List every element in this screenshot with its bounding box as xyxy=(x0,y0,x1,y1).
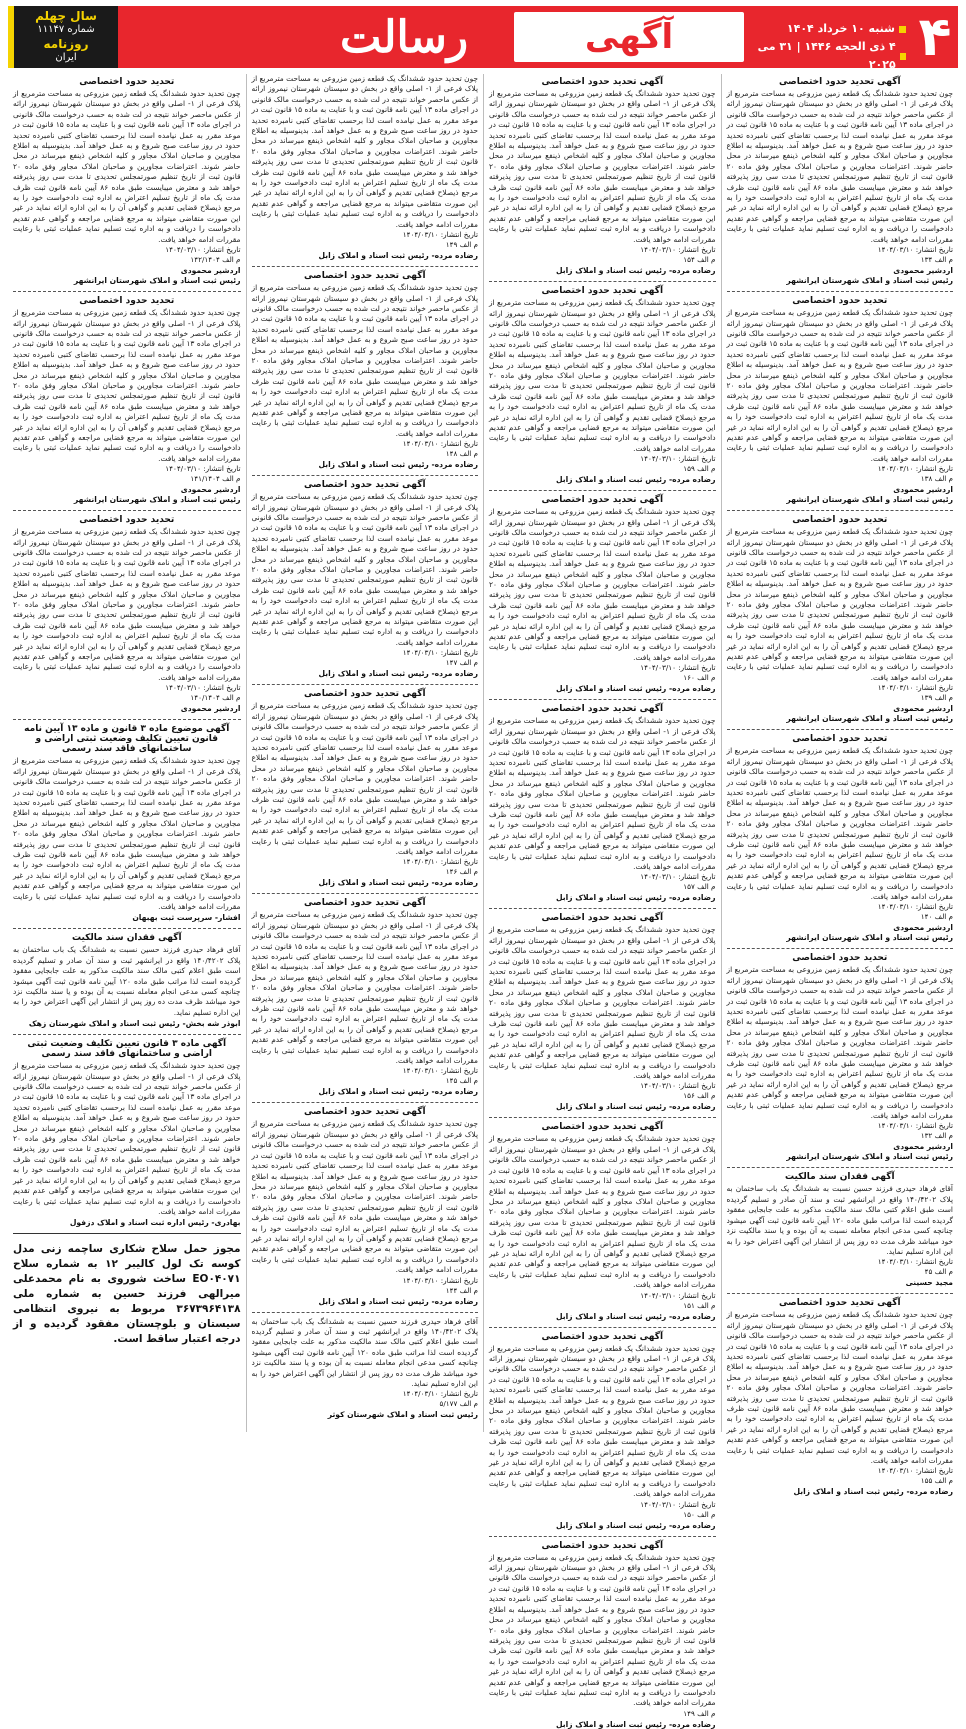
issue-info xyxy=(8,6,118,68)
notice: آگهی تحدید حدود اختصاصی چون تحدید حدود ششدانگ یک قطعه زمین مزروعی به مساحت مترمربع از پلاک فرعی از ۱- اصلی واقع در بخش دو سیستان شهرستان نیمروز ارائه از عکس ماحصر خواند نتیجه در لت شده به حسب درخواست مالک قانونی در اجرای ماده ۱۳ آیین نامه قانون ثبت و با عنایت به ماده ۱۵ قانون ثبت در موعد مقرر به عمل نیامده است لذا برحسب تقاضای کتبی نامبرده تحدید حدود در روز ساعت صبح شروع و به عمل خواهد آمد. بدینوسیله به اطلاع مجاورین و صاحبان املاک مجاور و کلیه اشخاص ذینفع میرساند در محل حاضر شوند. اعتراضات مجاورین و صاحبان املاک مجاور وفق ماده ۲۰ قانون ثبت از تاریخ تنظیم صورتمجلس تحدیدی تا مدت سی روز پذیرفته خواهد شد و معترض میبایست طبق ماده ۸۶ آیین نامه قانون ثبت ظرف مدت یک ماه از تاریخ تسلیم اعتراض به اداره ثبت دادخواست خود را به مرجع ذیصلاح قضایی تقدیم و گواهی آن را به این اداره ارائه نماید در غیر این صورت متقاضی میتواند به مرجع قضایی مراجعه و گواهی عدم تقدیم دادخواست را دریافت و به اداره ثبت تسلیم نماید عملیات ثبتی با رعایت مقررات ادامه خواهد یافت. تاریخ انتشار: ۱۴۰۴/۰۳/۱۰ م الف ۱۵۷ رضاده مرده- رئیس ثبت اسناد و املاک زابل xyxy=(489,704,716,903)
notice-title: آگهی تحدید حدود اختصاصی xyxy=(303,898,426,909)
notice-signer: رضاده مرده- رئیس ثبت اسناد و املاک زابل xyxy=(555,1102,716,1112)
notice-signer: اردشیر محمودی xyxy=(893,266,953,276)
notice-lost-deed: آگهی فقدان سند مالکیت آقای فرهاد حیدری فرزند حسین نسبت به ششدانگ یک باب ساختمان به پلاک ۱۴۰/۴۲۰۲ واقع در ایرانشهر ثبت و سند آن صادر و تسلیم گردیده است طبق اعلام کتبی مالک سند مالکیت مذکور به علت جابجایی مفقود گردیده است لذا مراتب طبق ماده ۱۲۰ آیین نامه قانون ثبت آگهی میشود چنانچه کسی مدعی انجام معامله نسبت به آن بوده و یا سند مالکیت نزد خود میباشد ظرف مدت ده روز پس از انتشار این آگهی اعتراض خود را به این اداره تسلیم نماید. تاریخ انتشار: ۱۴۰۴/۰۳/۱۰ م الف ۴۵ مجید حسینی xyxy=(726,1172,953,1288)
notice-date: تاریخ انتشار: ۱۴۰۴/۰۳/۱۰ xyxy=(165,464,241,474)
date-block xyxy=(744,6,912,71)
notice-body: چون تحدید حدود ششدانگ یک قطعه زمین مزروعی به مساحت مترمربع از پلاک فرعی از ۱- اصلی واقع در بخش دو سیستان شهرستان نیمروز ارائه از عکس ماحصر خواند نتیجه در لت شده به حسب درخواست مالک قانونی در اجرای ماده ۱۳ آیین نامه قانون ثبت و با عنایت به ماده ۱۵ قانون ثبت در موعد مقرر به عمل نیامده است لذا برحسب تقاضای کتبی نامبرده تحدید حدود در روز ساعت صبح شروع و به عمل خواهد آمد. بدینوسیله به اطلاع مجاورین و صاحبان املاک مجاور و کلیه اشخاص ذینفع میرساند در محل حاضر شوند. اعتراضات مجاورین و صاحبان املاک مجاور وفق ماده ۲۰ قانون ثبت از تاریخ تنظیم صورتمجلس تحدیدی تا مدت سی روز پذیرفته خواهد شد و معترض میبایست طبق ماده ۸۶ آیین نامه قانون ثبت ظرف مدت یک ماه از تاریخ تسلیم اعتراض به اداره ثبت دادخواست خود را به مرجع ذیصلاح قضایی تقدیم و گواهی آن را به این اداره ارائه نماید در غیر این صورت متقاضی میتواند به مرجع قضایی مراجعه و گواهی عدم تقدیم دادخواست را دریافت و به اداره ثبت تسلیم نماید عملیات ثبتی با رعایت مقررات ادامه خواهد یافت. xyxy=(489,1552,716,1708)
notice-body: چون تحدید حدود ششدانگ یک قطعه زمین مزروعی به مساحت مترمربع از پلاک فرعی از ۱- اصلی واقع در بخش دو سیستان شهرستان نیمروز ارائه از عکس ماحصر خواند نتیجه در لت شده به حسب درخواست مالک قانونی در اجرای ماده ۱۳ آیین نامه قانون ثبت و با عنایت به ماده ۱۵ قانون ثبت در موعد مقرر به عمل نیامده است لذا برحسب تقاضای کتبی نامبرده تحدید حدود در روز ساعت صبح شروع و به عمل خواهد آمد. بدینوسیله به اطلاع مجاورین و صاحبان املاک مجاور و کلیه اشخاص ذینفع میرساند در محل حاضر شوند. اعتراضات مجاورین و صاحبان املاک مجاور وفق ماده ۲۰ قانون ثبت از تاریخ تنظیم صورتمجلس تحدیدی تا مدت سی روز پذیرفته خواهد شد و معترض میبایست طبق ماده ۸۶ آیین نامه قانون ثبت ظرف مدت یک ماه از تاریخ تسلیم اعتراض به اداره ثبت دادخواست خود را به مرجع ذیصلاح قضایی تقدیم و گواهی آن را به این اداره ارائه نماید در غیر این صورت متقاضی میتواند به مرجع قضایی مراجعه و گواهی عدم تقدیم دادخواست را دریافت و به اداره ثبت تسلیم نماید عملیات ثبتی با رعایت مقررات ادامه خواهد یافت. xyxy=(726,308,954,463)
notice: آگهی تحدید حدود اختصاصی چون تحدید حدود ششدانگ یک قطعه زمین مزروعی به مساحت مترمربع از پلاک فرعی از ۱- اصلی واقع در بخش دو سیستان شهرستان نیمروز ارائه از عکس ماحصر خواند نتیجه در لت شده به حسب درخواست مالک قانونی در اجرای ماده ۱۳ آیین نامه قانون ثبت و با عنایت به ماده ۱۵ قانون ثبت در موعد مقرر به عمل نیامده است لذا برحسب تقاضای کتبی نامبرده تحدید حدود در روز ساعت صبح شروع و به عمل خواهد آمد. بدینوسیله به اطلاع مجاورین و صاحبان املاک مجاور و کلیه اشخاص ذینفع میرساند در محل حاضر شوند. اعتراضات مجاورین و صاحبان املاک مجاور وفق ماده ۲۰ قانون ثبت از تاریخ تنظیم صورتمجلس تحدیدی تا مدت سی روز پذیرفته خواهد شد و معترض میبایست طبق ماده ۸۶ آیین نامه قانون ثبت ظرف مدت یک ماه از تاریخ تسلیم اعتراض به اداره ثبت دادخواست خود را به مرجع ذیصلاح قضایی تقدیم و گواهی آن را به این اداره ارائه نماید در غیر این صورت متقاضی میتواند به مرجع قضایی مراجعه و گواهی عدم تقدیم دادخواست را دریافت و به اداره ثبت تسلیم نماید عملیات ثبتی با رعایت مقررات ادامه خواهد یافت. تاریخ انتشار: ۱۴۰۴/۰۳/۱۰ م الف ۱۵۰ رضاده مرده- رئیس ثبت اسناد و املاک زابل xyxy=(489,1331,716,1530)
notice: تحدید حدود اختصاصی چون تحدید حدود ششدانگ یک قطعه زمین مزروعی به مساحت مترمربع از پلاک فرعی از ۱- اصلی واقع در بخش دو سیستان شهرستان نیمروز ارائه از عکس ماحصر خواند نتیجه در لت شده به حسب درخواست مالک قانونی در اجرای ماده ۱۳ آیین نامه قانون ثبت و با عنایت به ماده ۱۵ قانون ثبت در موعد مقرر به عمل نیامده است لذا برحسب تقاضای کتبی نامبرده تحدید حدود در روز ساعت صبح شروع و به عمل خواهد آمد. بدینوسیله به اطلاع مجاورین و صاحبان املاک مجاور و کلیه اشخاص ذینفع میرساند در محل حاضر شوند. اعتراضات مجاورین و صاحبان املاک مجاور وفق ماده ۲۰ قانون ثبت از تاریخ تنظیم صورتمجلس تحدیدی تا مدت سی روز پذیرفته خواهد شد و معترض میبایست طبق ماده ۸۶ آیین نامه قانون ثبت ظرف مدت یک ماه از تاریخ تسلیم اعتراض به اداره ثبت دادخواست خود را به مرجع ذیصلاح قضایی تقدیم و گواهی آن را به این اداره ارائه نماید در غیر این صورت متقاضی میتواند به مرجع قضایی مراجعه و گواهی عدم تقدیم دادخواست را دریافت و به اداره ثبت تسلیم نماید عملیات ثبتی با رعایت مقررات ادامه خواهد یافت. تاریخ انتشار: ۱۴۰۴/۰۳/۱۰ م الف ۱۳۸ اردشیر محمودی رئیس ثبت اسناد و املاک شهرستان ایرانشهر xyxy=(726,296,954,505)
notice-title: آگهی تحدید حدود اختصاصی xyxy=(541,1331,664,1342)
ads-columns xyxy=(8,74,958,1729)
page-number: ۴ xyxy=(912,6,958,68)
notice-body: چون تحدید حدود ششدانگ یک قطعه زمین مزروعی به مساحت مترمربع از پلاک فرعی از ۱- اصلی واقع در بخش دو سیستان شهرستان نیمروز ارائه از عکس ماحصر خواند نتیجه در لت شده به حسب درخواست مالک قانونی در اجرای ماده ۱۳ آیین نامه قانون ثبت و با عنایت به ماده ۱۵ قانون ثبت در موعد مقرر به عمل نیامده است لذا برحسب تقاضای کتبی نامبرده تحدید حدود در روز ساعت صبح شروع و به عمل خواهد آمد. بدینوسیله به اطلاع مجاورین و صاحبان املاک مجاور و کلیه اشخاص ذینفع میرساند در محل حاضر شوند. اعتراضات مجاورین و صاحبان املاک مجاور وفق ماده ۲۰ قانون ثبت از تاریخ تنظیم صورتمجلس تحدیدی تا مدت سی روز پذیرفته خواهد شد و معترض میبایست طبق ماده ۸۶ آیین نامه قانون ثبت ظرف مدت یک ماه از تاریخ تسلیم اعتراض به اداره ثبت دادخواست خود را به مرجع ذیصلاح قضایی تقدیم و گواهی آن را به این اداره ارائه نماید در غیر این صورت متقاضی میتواند به مرجع قضایی مراجعه و گواهی عدم تقدیم دادخواست را دریافت و به اداره ثبت تسلیم نماید عملیات ثبتی با رعایت مقررات ادامه خواهد یافت. xyxy=(489,507,716,662)
notice: آگهی تحدید حدود اختصاصی چون تحدید حدود ششدانگ یک قطعه زمین مزروعی به مساحت مترمربع از پلاک فرعی از ۱- اصلی واقع در بخش دو سیستان شهرستان نیمروز ارائه از عکس ماحصر خواند نتیجه در لت شده به حسب درخواست مالک قانونی در اجرای ماده ۱۳ آیین نامه قانون ثبت و با عنایت به ماده ۱۵ قانون ثبت در موعد مقرر به عمل نیامده است لذا برحسب تقاضای کتبی نامبرده تحدید حدود در روز ساعت صبح شروع و به عمل خواهد آمد. بدینوسیله به اطلاع مجاورین و صاحبان املاک مجاور و کلیه اشخاص ذینفع میرساند در محل حاضر شوند. اعتراضات مجاورین و صاحبان املاک مجاور وفق ماده ۲۰ قانون ثبت از تاریخ تنظیم صورتمجلس تحدیدی تا مدت سی روز پذیرفته خواهد شد و معترض میبایست طبق ماده ۸۶ آیین نامه قانون ثبت ظرف مدت یک ماه از تاریخ تسلیم اعتراض به اداره ثبت دادخواست خود را به مرجع ذیصلاح قضایی تقدیم و گواهی آن را به این اداره ارائه نماید در غیر این صورت متقاضی میتواند به مرجع قضایی مراجعه و گواهی عدم تقدیم دادخواست را دریافت و به اداره ثبت تسلیم نماید عملیات ثبتی با رعایت مقررات ادامه خواهد یافت. تاریخ انتشار: ۱۴۰۴/۰۳/۱۰ م الف ۱۴۵ رضاده مرده- رئیس ثبت اسناد و املاک زابل xyxy=(251,898,479,1097)
notice-title: آگهی تحدید حدود اختصاصی xyxy=(303,1107,426,1118)
notice-body: چون تحدید حدود ششدانگ یک قطعه زمین مزروعی به مساحت مترمربع از پلاک فرعی از ۱- اصلی واقع در بخش دو سیستان شهرستان نیمروز ارائه از عکس ماحصر خواند نتیجه در لت شده به حسب درخواست مالک قانونی در اجرای ماده ۱۳ آیین نامه قانون ثبت و با عنایت به ماده ۱۵ قانون ثبت در موعد مقرر به عمل نیامده است لذا برحسب تقاضای کتبی نامبرده تحدید حدود در روز ساعت صبح شروع و به عمل خواهد آمد. بدینوسیله به اطلاع مجاورین و صاحبان املاک مجاور و کلیه اشخاص ذینفع میرساند در محل حاضر شوند. اعتراضات مجاورین و صاحبان املاک مجاور وفق ماده ۲۰ قانون ثبت از تاریخ تنظیم صورتمجلس تحدیدی تا مدت سی روز پذیرفته خواهد شد و معترض میبایست طبق ماده ۸۶ آیین نامه قانون ثبت ظرف مدت یک ماه از تاریخ تسلیم اعتراض به اداره ثبت دادخواست خود را به مرجع ذیصلاح قضایی تقدیم و گواهی آن را به این اداره ارائه نماید در غیر این صورت متقاضی میتواند به مرجع قضایی مراجعه و گواهی عدم تقدیم دادخواست را دریافت و به اداره ثبت تسلیم نماید عملیات ثبتی با رعایت مقررات ادامه خواهد یافت. xyxy=(489,89,716,244)
separator xyxy=(727,1293,954,1294)
notice-signer-role: رئیس ثبت اسناد و املاک شهرستان ایرانشهر xyxy=(73,276,241,286)
notice: آگهی تحدید حدود اختصاصی چون تحدید حدود ششدانگ یک قطعه زمین مزروعی به مساحت مترمربع از پلاک فرعی از ۱- اصلی واقع در بخش دو سیستان شهرستان نیمروز ارائه از عکس ماحصر خواند نتیجه در لت شده به حسب درخواست مالک قانونی در اجرای ماده ۱۳ آیین نامه قانون ثبت و با عنایت به ماده ۱۵ قانون ثبت در موعد مقرر به عمل نیامده است لذا برحسب تقاضای کتبی نامبرده تحدید حدود در روز ساعت صبح شروع و به عمل خواهد آمد. بدینوسیله به اطلاع مجاورین و صاحبان املاک مجاور و کلیه اشخاص ذینفع میرساند در محل حاضر شوند. اعتراضات مجاورین و صاحبان املاک مجاور وفق ماده ۲۰ قانون ثبت از تاریخ تنظیم صورتمجلس تحدیدی تا مدت سی روز پذیرفته خواهد شد و معترض میبایست طبق ماده ۸۶ آیین نامه قانون ثبت ظرف مدت یک ماه از تاریخ تسلیم اعتراض به اداره ثبت دادخواست خود را به مرجع ذیصلاح قضایی تقدیم و گواهی آن را به این اداره ارائه نماید در غیر این صورت متقاضی میتواند به مرجع قضایی مراجعه و گواهی عدم تقدیم دادخواست را دریافت و به اداره ثبت تسلیم نماید عملیات ثبتی با رعایت مقررات ادامه خواهد یافت. تاریخ انتشار: ۱۴۰۴/۰۳/۱۰ م الف ۱۵۹ رضاده مرده- رئیس ثبت اسناد و املاک زابل xyxy=(489,286,716,485)
notice-signer: رضاده مرده- رئیس ثبت اسناد و املاک زابل xyxy=(318,1087,478,1097)
notice-signer-role: رئیس ثبت اسناد و املاک شهرستان ایرانشهر xyxy=(786,714,953,724)
separator xyxy=(13,1034,241,1035)
notice: تحدید حدود اختصاصی چون تحدید حدود ششدانگ یک قطعه زمین مزروعی به مساحت مترمربع از پلاک فرعی از ۱- اصلی واقع در بخش دو سیستان شهرستان نیمروز ارائه از عکس ماحصر خواند نتیجه در لت شده به حسب درخواست مالک قانونی در اجرای ماده ۱۳ آیین نامه قانون ثبت و با عنایت به ماده ۱۵ قانون ثبت در موعد مقرر به عمل نیامده است لذا برحسب تقاضای کتبی نامبرده تحدید حدود در روز ساعت صبح شروع و به عمل خواهد آمد. بدینوسیله به اطلاع مجاورین و صاحبان املاک مجاور و کلیه اشخاص ذینفع میرساند در محل حاضر شوند. اعتراضات مجاورین و صاحبان املاک مجاور وفق ماده ۲۰ قانون ثبت از تاریخ تنظیم صورتمجلس تحدیدی تا مدت سی روز پذیرفته خواهد شد و معترض میبایست طبق ماده ۸۶ آیین نامه قانون ثبت ظرف مدت یک ماه از تاریخ تسلیم اعتراض به اداره ثبت دادخواست خود را به مرجع ذیصلاح قضایی تقدیم و گواهی آن را به این اداره ارائه نماید در غیر این صورت متقاضی میتواند به مرجع قضایی مراجعه و گواهی عدم تقدیم دادخواست را دریافت و به اداره ثبت تسلیم نماید عملیات ثبتی با رعایت مقررات ادامه خواهد یافت. تاریخ انتشار: ۱۴۰۴/۰۳/۱۰ م الف ۱۴۰/۱۴۰۴ اردشیر محمودی xyxy=(13,515,241,714)
notice-title: آگهی تحدید حدود اختصاصی xyxy=(541,77,664,87)
notice-body: چون تحدید حدود ششدانگ یک قطعه زمین مزروعی به مساحت مترمربع از پلاک فرعی از ۱- اصلی واقع در بخش دو سیستان شهرستان نیمروز ارائه از عکس ماحصر خواند نتیجه در لت شده به حسب درخواست مالک قانونی در اجرای ماده ۱۳ آیین نامه قانون ثبت و با عنایت به ماده ۱۵ قانون ثبت در موعد مقرر به عمل نیامده است لذا برحسب تقاضای کتبی نامبرده تحدید حدود در روز ساعت صبح شروع و به عمل خواهد آمد. بدینوسیله به اطلاع مجاورین و صاحبان املاک مجاور و کلیه اشخاص ذینفع میرساند در محل حاضر شوند. اعتراضات مجاورین و صاحبان املاک مجاور وفق ماده ۲۰ قانون ثبت از تاریخ تنظیم صورتمجلس تحدیدی تا مدت سی روز پذیرفته خواهد شد و معترض میبایست طبق ماده ۸۶ آیین نامه قانون ثبت ظرف مدت یک ماه از تاریخ تسلیم اعتراض به اداره ثبت دادخواست خود را به مرجع ذیصلاح قضایی تقدیم و گواهی آن را به این اداره ارائه نماید در غیر این صورت متقاضی میتواند به مرجع قضایی مراجعه و گواهی عدم تقدیم دادخواست را دریافت و به اداره ثبت تسلیم نماید عملیات ثبتی با رعایت مقررات ادامه خواهد یافت. xyxy=(13,527,241,682)
notice-body: چون تحدید حدود ششدانگ یک قطعه زمین مزروعی به مساحت مترمربع از پلاک فرعی از ۱- اصلی واقع در بخش دو سیستان شهرستان نیمروز ارائه از عکس ماحصر خواند نتیجه در لت شده به حسب درخواست مالک قانونی در اجرای ماده ۱۳ آیین نامه قانون ثبت و با عنایت به ماده ۱۵ قانون ثبت در موعد مقرر به عمل نیامده است لذا برحسب تقاضای کتبی نامبرده تحدید حدود در روز ساعت صبح شروع و به عمل خواهد آمد. بدینوسیله به اطلاع مجاورین و صاحبان املاک مجاور و کلیه اشخاص ذینفع میرساند در محل حاضر شوند. اعتراضات مجاورین و صاحبان املاک مجاور وفق ماده ۲۰ قانون ثبت از تاریخ تنظیم صورتمجلس تحدیدی تا مدت سی روز پذیرفته خواهد شد و معترض میبایست طبق ماده ۸۶ آیین نامه قانون ثبت ظرف مدت یک ماه از تاریخ تسلیم اعتراض به اداره ثبت دادخواست خود را به مرجع ذیصلاح قضایی تقدیم و گواهی آن را به این اداره ارائه نماید در غیر این صورت متقاضی میتواند به مرجع قضایی مراجعه و گواهی عدم تقدیم دادخواست را دریافت و به اداره ثبت تسلیم نماید عملیات ثبتی با رعایت مقررات ادامه خواهد یافت. xyxy=(489,298,716,453)
notice: آگهی تحدید حدود اختصاصی چون تحدید حدود ششدانگ یک قطعه زمین مزروعی به مساحت مترمربع از پلاک فرعی از ۱- اصلی واقع در بخش دو سیستان شهرستان نیمروز ارائه از عکس ماحصر خواند نتیجه در لت شده به حسب درخواست مالک قانونی در اجرای ماده ۱۳ آیین نامه قانون ثبت و با عنایت به ماده ۱۵ قانون ثبت در موعد مقرر به عمل نیامده است لذا برحسب تقاضای کتبی نامبرده تحدید حدود در روز ساعت صبح شروع و به عمل خواهد آمد. بدینوسیله به اطلاع مجاورین و صاحبان املاک مجاور و کلیه اشخاص ذینفع میرساند در محل حاضر شوند. اعتراضات مجاورین و صاحبان املاک مجاور وفق ماده ۲۰ قانون ثبت از تاریخ تنظیم صورتمجلس تحدیدی تا مدت سی روز پذیرفته خواهد شد و معترض میبایست طبق ماده ۸۶ آیین نامه قانون ثبت ظرف مدت یک ماه از تاریخ تسلیم اعتراض به اداره ثبت دادخواست خود را به مرجع ذیصلاح قضایی تقدیم و گواهی آن را به این اداره ارائه نماید در غیر این صورت متقاضی میتواند به مرجع قضایی مراجعه و گواهی عدم تقدیم دادخواست را دریافت و به اداره ثبت تسلیم نماید عملیات ثبتی با رعایت مقررات ادامه خواهد یافت. تاریخ انتشار: ۱۴۰۴/۰۳/۱۰ م الف ۱۵۱ رضاده مرده- رئیس ثبت اسناد و املاک زابل xyxy=(489,1122,716,1321)
notice-signer: اردشیر محمودی xyxy=(180,485,241,495)
separator xyxy=(252,1102,479,1103)
notice-number: ۱۴۶ xyxy=(445,867,458,877)
notice-signer: اردشیر محمودی xyxy=(180,266,241,276)
notice-title: آگهی تحدید حدود اختصاصی xyxy=(303,480,426,491)
date-shamsi: شنبه ۱۰ خرداد ۱۴۰۴ xyxy=(786,22,895,35)
notice-signer: رضاده مرده- رئیس ثبت اسناد و املاک زابل xyxy=(555,1719,716,1729)
notice-signer-role: رئیس ثبت اسناد و املاک شهرستان ایرانشهر xyxy=(786,276,953,286)
notice-body: چون تحدید حدود ششدانگ یک قطعه زمین مزروعی به مساحت مترمربع از پلاک فرعی از ۱- اصلی واقع در بخش دو سیستان شهرستان نیمروز ارائه از عکس ماحصر خواند نتیجه در لت شده به حسب درخواست مالک قانونی در اجرای ماده ۱۳ آیین نامه قانون ثبت و با عنایت به ماده ۱۵ قانون ثبت در موعد مقرر به عمل نیامده است لذا برحسب تقاضای کتبی نامبرده تحدید حدود در روز ساعت صبح شروع و به عمل خواهد آمد. بدینوسیله به اطلاع مجاورین و صاحبان املاک مجاور و کلیه اشخاص ذینفع میرساند در محل حاضر شوند. اعتراضات مجاورین و صاحبان املاک مجاور وفق ماده ۲۰ قانون ثبت از تاریخ تنظیم صورتمجلس تحدیدی تا مدت سی روز پذیرفته خواهد شد و معترض میبایست طبق ماده ۸۶ آیین نامه قانون ثبت ظرف مدت یک ماه از تاریخ تسلیم اعتراض به اداره ثبت دادخواست خود را به مرجع ذیصلاح قضایی تقدیم و گواهی آن را به این اداره ارائه نماید در غیر این صورت متقاضی میتواند به مرجع قضایی مراجعه و گواهی عدم تقدیم دادخواست را دریافت و به اداره ثبت تسلیم نماید عملیات ثبتی با رعایت مقررات ادامه خواهد یافت. xyxy=(489,1343,716,1499)
notice-signer: اردشیر محمودی xyxy=(893,1142,953,1152)
notice-body: چون تحدید حدود ششدانگ یک قطعه زمین مزروعی به مساحت مترمربع از پلاک فرعی از ۱- اصلی واقع در بخش دو سیستان شهرستان نیمروز ارائه از عکس ماحصر خواند نتیجه در لت شده به حسب درخواست مالک قانونی در اجرای ماده ۱۳ آیین نامه قانون ثبت و با عنایت به ماده ۱۵ قانون ثبت در موعد مقرر به عمل نیامده است لذا برحسب تقاضای کتبی نامبرده تحدید حدود در روز ساعت صبح شروع و به عمل خواهد آمد. بدینوسیله به اطلاع مجاورین و صاحبان املاک مجاور و کلیه اشخاص ذینفع میرساند در محل حاضر شوند. اعتراضات مجاورین و صاحبان املاک مجاور وفق ماده ۲۰ قانون ثبت از تاریخ تنظیم صورتمجلس تحدیدی تا مدت سی روز پذیرفته خواهد شد و معترض میبایست طبق ماده ۸۶ آیین نامه قانون ثبت ظرف مدت یک ماه از تاریخ تسلیم اعتراض به اداره ثبت دادخواست خود را به مرجع ذیصلاح قضایی تقدیم و گواهی آن را به این اداره ارائه نماید در غیر این صورت متقاضی میتواند به مرجع قضایی مراجعه و گواهی عدم تقدیم دادخواست را دریافت و به اداره ثبت تسلیم نماید عملیات ثبتی با رعایت مقررات ادامه خواهد یافت. xyxy=(251,283,479,438)
notice-number: ۱۴۸ xyxy=(445,449,458,459)
separator xyxy=(489,908,716,909)
notice-body: چون تحدید حدود ششدانگ یک قطعه زمین مزروعی به مساحت مترمربع از پلاک فرعی از ۱- اصلی واقع در بخش دو سیستان شهرستان نیمروز ارائه از عکس ماحصر خواند نتیجه در لت شده به حسب درخواست مالک قانونی در اجرای ماده ۱۳ آیین نامه قانون ثبت و با عنایت به ماده ۱۵ قانون ثبت در موعد مقرر به عمل نیامده است لذا برحسب تقاضای کتبی نامبرده تحدید حدود در روز ساعت صبح شروع و به عمل خواهد آمد. بدینوسیله به اطلاع مجاورین و صاحبان املاک مجاور و کلیه اشخاص ذینفع میرساند در محل حاضر شوند. اعتراضات مجاورین و صاحبان املاک مجاور وفق ماده ۲۰ قانون ثبت از تاریخ تنظیم صورتمجلس تحدیدی تا مدت سی روز پذیرفته خواهد شد و معترض میبایست طبق ماده ۸۶ آیین نامه قانون ثبت ظرف مدت یک ماه از تاریخ تسلیم اعتراض به اداره ثبت دادخواست خود را به مرجع ذیصلاح قضایی تقدیم و گواهی آن را به این اداره ارائه نماید در غیر این صورت متقاضی میتواند به مرجع قضایی مراجعه و گواهی عدم تقدیم دادخواست را دریافت و به اداره ثبت تسلیم نماید عملیات ثبتی با رعایت مقررات ادامه خواهد یافت. xyxy=(726,746,954,901)
notice-date: تاریخ انتشار: ۱۴۰۴/۰۳/۱۰ xyxy=(640,1499,716,1509)
notice-title: آگهی ماده ۳ قانون تعیین تکلیف وضعیت ثبتی اراضی و ساختمانهای فاقد سند رسمی xyxy=(27,1039,227,1060)
notice-title: تحدید حدود اختصاصی xyxy=(79,515,175,526)
notice-number: ۱۵۹ xyxy=(683,464,695,474)
notice-signer: اردشیر محمودی xyxy=(893,485,953,495)
column-2 xyxy=(483,74,721,1729)
notice-body: چون تحدید حدود ششدانگ یک قطعه زمین مزروعی به مساحت مترمربع از پلاک فرعی از ۱- اصلی واقع در بخش دو سیستان شهرستان نیمروز ارائه از عکس ماحصر خواند نتیجه در لت شده به حسب درخواست مالک قانونی در اجرای ماده ۱۳ آیین نامه قانون ثبت و با عنایت به ماده ۱۵ قانون ثبت در موعد مقرر به عمل نیامده است لذا برحسب تقاضای کتبی نامبرده تحدید حدود در روز ساعت صبح شروع و به عمل خواهد آمد. بدینوسیله به اطلاع مجاورین و صاحبان املاک مجاور و کلیه اشخاص ذینفع میرساند در محل حاضر شوند. اعتراضات مجاورین و صاحبان املاک مجاور وفق ماده ۲۰ قانون ثبت از تاریخ تنظیم صورتمجلس تحدیدی تا مدت سی روز پذیرفته خواهد شد و معترض میبایست طبق ماده ۸۶ آیین نامه قانون ثبت ظرف مدت یک ماه از تاریخ تسلیم اعتراض به اداره ثبت دادخواست خود را به مرجع ذیصلاح قضایی تقدیم و گواهی آن را به این اداره ارائه نماید در غیر این صورت متقاضی میتواند به مرجع قضایی مراجعه و گواهی عدم تقدیم دادخواست را دریافت و به اداره ثبت تسلیم نماید عملیات ثبتی با رعایت مقررات ادامه خواهد یافت. xyxy=(489,716,716,871)
paper-label: روزنامه xyxy=(43,37,89,51)
notice-title: آگهی فقدان سند مالکیت xyxy=(71,933,182,944)
separator xyxy=(727,510,954,511)
notice-body: چون تحدید حدود ششدانگ یک قطعه زمین مزروعی به مساحت مترمربع از پلاک فرعی از ۱- اصلی واقع در بخش دو سیستان شهرستان نیمروز ارائه از عکس ماحصر خواند نتیجه در لت شده به حسب درخواست مالک قانونی در اجرای ماده ۱۳ آیین نامه قانون ثبت و با عنایت به ماده ۱۵ قانون ثبت در موعد مقرر به عمل نیامده است لذا برحسب تقاضای کتبی نامبرده تحدید حدود در روز ساعت صبح شروع و به عمل خواهد آمد. بدینوسیله به اطلاع مجاورین و صاحبان املاک مجاور و کلیه اشخاص ذینفع میرساند در محل حاضر شوند. اعتراضات مجاورین و صاحبان املاک مجاور وفق ماده ۲۰ قانون ثبت از تاریخ تنظیم صورتمجلس تحدیدی تا مدت سی روز پذیرفته خواهد شد و معترض میبایست طبق ماده ۸۶ آیین نامه قانون ثبت ظرف مدت یک ماه از تاریخ تسلیم اعتراض به اداره ثبت دادخواست خود را به مرجع ذیصلاح قضایی تقدیم و گواهی آن را به این اداره ارائه نماید در غیر این صورت متقاضی میتواند به مرجع قضایی مراجعه و گواهی عدم تقدیم دادخواست را دریافت و به اداره ثبت تسلیم نماید عملیات ثبتی با رعایت مقررات ادامه خواهد یافت. xyxy=(726,89,954,244)
separator xyxy=(252,1312,479,1313)
notice-body: چون تحدید حدود ششدانگ یک قطعه زمین مزروعی به مساحت مترمربع از پلاک فرعی از ۱- اصلی واقع در بخش دو سیستان شهرستان نیمروز ارائه از عکس ماحصر خواند نتیجه در لت شده به حسب درخواست مالک قانونی در اجرای ماده ۱۳ آیین نامه قانون ثبت و با عنایت به ماده ۱۵ قانون ثبت در موعد مقرر به عمل نیامده است لذا برحسب تقاضای کتبی نامبرده تحدید حدود در روز ساعت صبح شروع و به عمل خواهد آمد. بدینوسیله به اطلاع مجاورین و صاحبان املاک مجاور و کلیه اشخاص ذینفع میرساند در محل حاضر شوند. اعتراضات مجاورین و صاحبان املاک مجاور وفق ماده ۲۰ قانون ثبت از تاریخ تنظیم صورتمجلس تحدیدی تا مدت سی روز پذیرفته خواهد شد و معترض میبایست طبق ماده ۸۶ آیین نامه قانون ثبت ظرف مدت یک ماه از تاریخ تسلیم اعتراض به اداره ثبت دادخواست خود را به مرجع ذیصلاح قضایی تقدیم و گواهی آن را به این اداره ارائه نماید در غیر این صورت متقاضی میتواند به مرجع قضایی مراجعه و گواهی عدم تقدیم دادخواست را دریافت و به اداره ثبت تسلیم نماید عملیات ثبتی با رعایت مقررات ادامه خواهد یافت. xyxy=(13,1061,241,1216)
notice: تحدید حدود اختصاصی چون تحدید حدود ششدانگ یک قطعه زمین مزروعی به مساحت مترمربع از پلاک فرعی از ۱- اصلی واقع در بخش دو سیستان شهرستان نیمروز ارائه از عکس ماحصر خواند نتیجه در لت شده به حسب درخواست مالک قانونی در اجرای ماده ۱۳ آیین نامه قانون ثبت و با عنایت به ماده ۱۵ قانون ثبت در موعد مقرر به عمل نیامده است لذا برحسب تقاضای کتبی نامبرده تحدید حدود در روز ساعت صبح شروع و به عمل خواهد آمد. بدینوسیله به اطلاع مجاورین و صاحبان املاک مجاور و کلیه اشخاص ذینفع میرساند در محل حاضر شوند. اعتراضات مجاورین و صاحبان املاک مجاور وفق ماده ۲۰ قانون ثبت از تاریخ تنظیم صورتمجلس تحدیدی تا مدت سی روز پذیرفته خواهد شد و معترض میبایست طبق ماده ۸۶ آیین نامه قانون ثبت ظرف مدت یک ماه از تاریخ تسلیم اعتراض به اداره ثبت دادخواست خود را به مرجع ذیصلاح قضایی تقدیم و گواهی آن را به این اداره ارائه نماید در غیر این صورت متقاضی میتواند به مرجع قضایی مراجعه و گواهی عدم تقدیم دادخواست را دریافت و به اداره ثبت تسلیم نماید عملیات ثبتی با رعایت مقررات ادامه خواهد یافت. تاریخ انتشار: ۱۴۰۴/۰۳/۱۰ م الف ۱۳۲ اردشیر محمودی رئیس ثبت اسناد و املاک شهرستان ایرانشهر xyxy=(726,953,954,1162)
notice-signer: رضاده مرده- رئیس ثبت اسناد و املاک زابل xyxy=(793,1487,953,1497)
notice-title: آگهی تحدید حدود اختصاصی xyxy=(541,704,664,715)
notice-date: تاریخ انتشار: ۱۴۰۴/۰۳/۱۰ xyxy=(402,648,478,658)
notice-date: تاریخ انتشار: ۱۴۰۴/۰۳/۱۰ xyxy=(402,857,478,867)
issue-number: شماره ۱۱۱۴۷ xyxy=(37,24,95,35)
notice-signer: اردشیر محمودی xyxy=(893,923,953,933)
notice-lost-deed xyxy=(13,933,241,1028)
separator xyxy=(727,1167,954,1168)
notice-date: تاریخ انتشار: ۱۴۰۴/۰۳/۱۰ xyxy=(640,663,716,673)
separator xyxy=(13,928,241,929)
notice: آگهی تحدید حدود اختصاصی چون تحدید حدود ششدانگ یک قطعه زمین مزروعی به مساحت مترمربع از پلاک فرعی از ۱- اصلی واقع در بخش دو سیستان شهرستان نیمروز ارائه از عکس ماحصر خواند نتیجه در لت شده به حسب درخواست مالک قانونی در اجرای ماده ۱۳ آیین نامه قانون ثبت و با عنایت به ماده ۱۵ قانون ثبت در موعد مقرر به عمل نیامده است لذا برحسب تقاضای کتبی نامبرده تحدید حدود در روز ساعت صبح شروع و به عمل خواهد آمد. بدینوسیله به اطلاع مجاورین و صاحبان املاک مجاور و کلیه اشخاص ذینفع میرساند در محل حاضر شوند. اعتراضات مجاورین و صاحبان املاک مجاور وفق ماده ۲۰ قانون ثبت از تاریخ تنظیم صورتمجلس تحدیدی تا مدت سی روز پذیرفته خواهد شد و معترض میبایست طبق ماده ۸۶ آیین نامه قانون ثبت ظرف مدت یک ماه از تاریخ تسلیم اعتراض به اداره ثبت دادخواست خود را به مرجع ذیصلاح قضایی تقدیم و گواهی آن را به این اداره ارائه نماید در غیر این صورت متقاضی میتواند به مرجع قضایی مراجعه و گواهی عدم تقدیم دادخواست را دریافت و به اداره ثبت تسلیم نماید عملیات ثبتی با رعایت مقررات ادامه خواهد یافت. تاریخ انتشار: ۱۴۰۴/۰۳/۱۰ م الف ۱۴۸ رضاده مرده- رئیس ثبت اسناد و املاک زابل xyxy=(251,271,479,470)
notice-title: آگهی تحدید حدود اختصاصی xyxy=(778,1298,901,1309)
notice-title: آگهی تحدید حدود اختصاصی xyxy=(541,495,664,506)
separator xyxy=(727,729,954,730)
notice-body: چون تحدید حدود ششدانگ یک قطعه زمین مزروعی به مساحت مترمربع از پلاک فرعی از ۱- اصلی واقع در بخش دو سیستان شهرستان نیمروز ارائه از عکس ماحصر خواند نتیجه در لت شده به حسب درخواست مالک قانونی در اجرای ماده ۱۳ آیین نامه قانون ثبت و با عنایت به ماده ۱۵ قانون ثبت در موعد مقرر به عمل نیامده است لذا برحسب تقاضای کتبی نامبرده تحدید حدود در روز ساعت صبح شروع و به عمل خواهد آمد. بدینوسیله به اطلاع مجاورین و صاحبان املاک مجاور و کلیه اشخاص ذینفع میرساند در محل حاضر شوند. اعتراضات مجاورین و صاحبان املاک مجاور وفق ماده ۲۰ قانون ثبت از تاریخ تنظیم صورتمجلس تحدیدی تا مدت سی روز پذیرفته خواهد شد و معترض میبایست طبق ماده ۸۶ آیین نامه قانون ثبت ظرف مدت یک ماه از تاریخ تسلیم اعتراض به اداره ثبت دادخواست خود را به مرجع ذیصلاح قضایی تقدیم و گواهی آن را به این اداره ارائه نماید در غیر این صورت متقاضی میتواند به مرجع قضایی مراجعه و گواهی عدم تقدیم دادخواست را دریافت و به اداره ثبت تسلیم نماید عملیات ثبتی با رعایت مقررات ادامه خواهد یافت. xyxy=(726,1310,954,1465)
notice-title: آگهی تحدید حدود اختصاصی xyxy=(541,1122,664,1133)
notice: آقای فرهاد حیدری فرزند حسین نسبت به ششدانگ یک باب ساختمان به پلاک ۱۴۰/۴۲۰۲ واقع در ایرانشهر ثبت و سند آن صادر و تسلیم گردیده است طبق اعلام کتبی مالک سند مالکیت مذکور به علت جابجایی مفقود گردیده است لذا مراتب طبق ماده ۱۲۰ آیین نامه قانون ثبت آگهی میشود چنانچه کسی مدعی انجام معامله نسبت به آن بوده و یا سند مالکیت نزد خود میباشد ظرف مدت ده روز پس از انتشار این آگهی اعتراض خود را به این اداره تسلیم نماید. تاریخ انتشار: ۱۴۰۴/۰۳/۱۰ م الف ۵/۱۷۷ رئیس ثبت اسناد و املاک شهرستان کوثر xyxy=(251,1316,478,1420)
notice-date: تاریخ انتشار: ۱۴۰۴/۰۳/۱۰ xyxy=(402,230,478,240)
notice: تحدید حدود اختصاصی چون تحدید حدود ششدانگ یک قطعه زمین مزروعی به مساحت مترمربع از پلاک فرعی از ۱- اصلی واقع در بخش دو سیستان شهرستان نیمروز ارائه از عکس ماحصر خواند نتیجه در لت شده به حسب درخواست مالک قانونی در اجرای ماده ۱۳ آیین نامه قانون ثبت و با عنایت به ماده ۱۵ قانون ثبت در موعد مقرر به عمل نیامده است لذا برحسب تقاضای کتبی نامبرده تحدید حدود در روز ساعت صبح شروع و به عمل خواهد آمد. بدینوسیله به اطلاع مجاورین و صاحبان املاک مجاور و کلیه اشخاص ذینفع میرساند در محل حاضر شوند. اعتراضات مجاورین و صاحبان املاک مجاور وفق ماده ۲۰ قانون ثبت از تاریخ تنظیم صورتمجلس تحدیدی تا مدت سی روز پذیرفته خواهد شد و معترض میبایست طبق ماده ۸۶ آیین نامه قانون ثبت ظرف مدت یک ماه از تاریخ تسلیم اعتراض به اداره ثبت دادخواست خود را به مرجع ذیصلاح قضایی تقدیم و گواهی آن را به این اداره ارائه نماید در غیر این صورت متقاضی میتواند به مرجع قضایی مراجعه و گواهی عدم تقدیم دادخواست را دریافت و به اداره ثبت تسلیم نماید عملیات ثبتی با رعایت مقررات ادامه خواهد یافت. تاریخ انتشار: ۱۴۰۴/۰۳/۱۰ م الف ۱۴۰ اردشیر محمودی رئیس ثبت اسناد و املاک شهرستان ایرانشهر xyxy=(726,734,954,943)
notice-title: تحدید حدود اختصاصی xyxy=(79,77,175,87)
notice-body: آقای فرهاد حیدری فرزند حسین نسبت به ششدانگ یک باب ساختمان به پلاک ۱۴۰/۴۲۰۲ واقع در ایرانشهر ثبت و سند آن صادر و تسلیم گردیده است طبق اعلام کتبی مالک سند مالکیت مذکور به علت جابجایی مفقود گردیده است لذا مراتب طبق ماده ۱۲۰ آیین نامه قانون ثبت آگهی میشود چنانچه کسی مدعی انجام معامله نسبت به آن بوده و یا سند مالکیت نزد خود میباشد ظرف مدت ده روز پس از انتشار این آگهی اعتراض خود را به این اداره تسلیم نماید. xyxy=(251,1316,478,1388)
notice-number: ۱۳۹ xyxy=(920,693,933,703)
column-1 xyxy=(721,74,959,1497)
notice-signer-role: رئیس ثبت اسناد و املاک شهرستان ایرانشهر xyxy=(73,495,241,505)
separator xyxy=(13,510,241,511)
notice-date: تاریخ انتشار: ۱۴۰۴/۰۳/۱۰ xyxy=(640,872,716,882)
notice: تحدید حدود اختصاصی چون تحدید حدود ششدانگ یک قطعه زمین مزروعی به مساحت مترمربع از پلاک فرعی از ۱- اصلی واقع در بخش دو سیستان شهرستان نیمروز ارائه از عکس ماحصر خواند نتیجه در لت شده به حسب درخواست مالک قانونی در اجرای ماده ۱۳ آیین نامه قانون ثبت و با عنایت به ماده ۱۵ قانون ثبت در موعد مقرر به عمل نیامده است لذا برحسب تقاضای کتبی نامبرده تحدید حدود در روز ساعت صبح شروع و به عمل خواهد آمد. بدینوسیله به اطلاع مجاورین و صاحبان املاک مجاور و کلیه اشخاص ذینفع میرساند در محل حاضر شوند. اعتراضات مجاورین و صاحبان املاک مجاور وفق ماده ۲۰ قانون ثبت از تاریخ تنظیم صورتمجلس تحدیدی تا مدت سی روز پذیرفته خواهد شد و معترض میبایست طبق ماده ۸۶ آیین نامه قانون ثبت ظرف مدت یک ماه از تاریخ تسلیم اعتراض به اداره ثبت دادخواست خود را به مرجع ذیصلاح قضایی تقدیم و گواهی آن را به این اداره ارائه نماید در غیر این صورت متقاضی میتواند به مرجع قضایی مراجعه و گواهی عدم تقدیم دادخواست را دریافت و به اداره ثبت تسلیم نماید عملیات ثبتی با رعایت مقررات ادامه خواهد یافت. تاریخ انتشار: ۱۴۰۴/۰۳/۱۰ م الف ۱۴۱/۱۴۰۴ اردشیر محمودی رئیس ثبت اسناد و املاک شهرستان ایرانشهر xyxy=(13,296,241,505)
notice-title: آگهی موضوع ماده ۳ قانون و ماده ۱۳ آیین نامه قانون تعیین تکلیف وضعیت ثبتی اراضی و ساختمانهای فاقد سند رسمی xyxy=(24,724,230,755)
country-label: ایران xyxy=(55,52,77,63)
notice-title: آگهی تحدید حدود اختصاصی xyxy=(303,689,426,700)
notice-number: ۱۳۸ xyxy=(920,474,933,484)
notice-body: آقای فرهاد حیدری فرزند حسین نسبت به ششدانگ یک باب ساختمان به پلاک ۱۴۰/۴۲۰۲ واقع در ایرانشهر ثبت و سند آن صادر و تسلیم گردیده است طبق اعلام کتبی مالک سند مالکیت مذکور به علت جابجایی مفقود گردیده است لذا مراتب طبق ماده ۱۲۰ آیین نامه قانون ثبت آگهی میشود چنانچه کسی مدعی انجام معامله نسبت به آن بوده و یا سند مالکیت نزد خود میباشد ظرف مدت ده روز پس از انتشار این آگهی اعتراض خود را به این اداره تسلیم نماید. xyxy=(726,1184,953,1256)
notice-signer: رضاده مرده- رئیس ثبت اسناد و املاک زابل xyxy=(555,475,716,485)
separator xyxy=(489,490,716,491)
notice: آگهی تحدید حدود اختصاصی چون تحدید حدود ششدانگ یک قطعه زمین مزروعی به مساحت مترمربع از پلاک فرعی از ۱- اصلی واقع در بخش دو سیستان شهرستان نیمروز ارائه از عکس ماحصر خواند نتیجه در لت شده به حسب درخواست مالک قانونی در اجرای ماده ۱۳ آیین نامه قانون ثبت و با عنایت به ماده ۱۵ قانون ثبت در موعد مقرر به عمل نیامده است لذا برحسب تقاضای کتبی نامبرده تحدید حدود در روز ساعت صبح شروع و به عمل خواهد آمد. بدینوسیله به اطلاع مجاورین و صاحبان املاک مجاور و کلیه اشخاص ذینفع میرساند در محل حاضر شوند. اعتراضات مجاورین و صاحبان املاک مجاور وفق ماده ۲۰ قانون ثبت از تاریخ تنظیم صورتمجلس تحدیدی تا مدت سی روز پذیرفته خواهد شد و معترض میبایست طبق ماده ۸۶ آیین نامه قانون ثبت ظرف مدت یک ماه از تاریخ تسلیم اعتراض به اداره ثبت دادخواست خود را به مرجع ذیصلاح قضایی تقدیم و گواهی آن را به این اداره ارائه نماید در غیر این صورت متقاضی میتواند به مرجع قضایی مراجعه و گواهی عدم تقدیم دادخواست را دریافت و به اداره ثبت تسلیم نماید عملیات ثبتی با رعایت مقررات ادامه خواهد یافت. تاریخ انتشار: ۱۴۰۴/۰۳/۱۰ م الف ۱۵۶ رضاده مرده- رئیس ثبت اسناد و املاک زابل xyxy=(489,913,716,1112)
notice-number: ۱۴۰/۱۴۰۴ xyxy=(190,693,220,703)
notice-date: تاریخ انتشار: ۱۴۰۴/۰۳/۱۰ xyxy=(640,1290,716,1300)
notice-number: ۱۵۶ xyxy=(683,1091,695,1101)
notice-title: تحدید حدود اختصاصی xyxy=(792,515,888,526)
separator xyxy=(13,719,241,720)
notice-number: ۱۵۵ xyxy=(920,1476,933,1486)
notice-title: آگهی تحدید حدود اختصاصی xyxy=(778,77,901,87)
notice-number: ۱۵۱ xyxy=(683,1300,695,1310)
notice: تحدید حدود اختصاصی چون تحدید حدود ششدانگ یک قطعه زمین مزروعی به مساحت مترمربع از پلاک فرعی از ۱- اصلی واقع در بخش دو سیستان شهرستان نیمروز ارائه از عکس ماحصر خواند نتیجه در لت شده به حسب درخواست مالک قانونی در اجرای ماده ۱۳ آیین نامه قانون ثبت و با عنایت به ماده ۱۵ قانون ثبت در موعد مقرر به عمل نیامده است لذا برحسب تقاضای کتبی نامبرده تحدید حدود در روز ساعت صبح شروع و به عمل خواهد آمد. بدینوسیله به اطلاع مجاورین و صاحبان املاک مجاور و کلیه اشخاص ذینفع میرساند در محل حاضر شوند. اعتراضات مجاورین و صاحبان املاک مجاور وفق ماده ۲۰ قانون ثبت از تاریخ تنظیم صورتمجلس تحدیدی تا مدت سی روز پذیرفته خواهد شد و معترض میبایست طبق ماده ۸۶ آیین نامه قانون ثبت ظرف مدت یک ماه از تاریخ تسلیم اعتراض به اداره ثبت دادخواست خود را به مرجع ذیصلاح قضایی تقدیم و گواهی آن را به این اداره ارائه نماید در غیر این صورت متقاضی میتواند به مرجع قضایی مراجعه و گواهی عدم تقدیم دادخواست را دریافت و به اداره ثبت تسلیم نماید عملیات ثبتی با رعایت مقررات ادامه خواهد یافت. تاریخ انتشار: ۱۴۰۴/۰۳/۱۰ م الف ۱۳۹ اردشیر محمودی رئیس ثبت اسناد و املاک شهرستان ایرانشهر xyxy=(726,515,954,724)
notice-number: ۱۵۷ xyxy=(683,882,695,892)
separator xyxy=(252,684,479,685)
notice-body: چون تحدید حدود ششدانگ یک قطعه زمین مزروعی به مساحت مترمربع از پلاک فرعی از ۱- اصلی واقع در بخش دو سیستان شهرستان نیمروز ارائه از عکس ماحصر خواند نتیجه در لت شده به حسب درخواست مالک قانونی در اجرای ماده ۱۳ آیین نامه قانون ثبت و با عنایت به ماده ۱۵ قانون ثبت در موعد مقرر به عمل نیامده است لذا برحسب تقاضای کتبی نامبرده تحدید حدود در روز ساعت صبح شروع و به عمل خواهد آمد. بدینوسیله به اطلاع مجاورین و صاحبان املاک مجاور و کلیه اشخاص ذینفع میرساند در محل حاضر شوند. اعتراضات مجاورین و صاحبان املاک مجاور وفق ماده ۲۰ قانون ثبت از تاریخ تنظیم صورتمجلس تحدیدی تا مدت سی روز پذیرفته خواهد شد و معترض میبایست طبق ماده ۸۶ آیین نامه قانون ثبت ظرف مدت یک ماه از تاریخ تسلیم اعتراض به اداره ثبت دادخواست خود را به مرجع ذیصلاح قضایی تقدیم و گواهی آن را به این اداره ارائه نماید در غیر این صورت متقاضی میتواند به مرجع قضایی مراجعه و گواهی عدم تقدیم دادخواست را دریافت و به اداره ثبت تسلیم نماید عملیات ثبتی با رعایت مقررات ادامه خواهد یافت. xyxy=(251,74,479,229)
notice-body: چون تحدید حدود ششدانگ یک قطعه زمین مزروعی به مساحت مترمربع از پلاک فرعی از ۱- اصلی واقع در بخش دو سیستان شهرستان نیمروز ارائه از عکس ماحصر خواند نتیجه در لت شده به حسب درخواست مالک قانونی در اجرای ماده ۱۳ آیین نامه قانون ثبت و با عنایت به ماده ۱۵ قانون ثبت در موعد مقرر به عمل نیامده است لذا برحسب تقاضای کتبی نامبرده تحدید حدود در روز ساعت صبح شروع و به عمل خواهد آمد. بدینوسیله به اطلاع مجاورین و صاحبان املاک مجاور و کلیه اشخاص ذینفع میرساند در محل حاضر شوند. اعتراضات مجاورین و صاحبان املاک مجاور وفق ماده ۲۰ قانون ثبت از تاریخ تنظیم صورتمجلس تحدیدی تا مدت سی روز پذیرفته خواهد شد و معترض میبایست طبق ماده ۸۶ آیین نامه قانون ثبت ظرف مدت یک ماه از تاریخ تسلیم اعتراض به اداره ثبت دادخواست خود را به مرجع ذیصلاح قضایی تقدیم و گواهی آن را به این اداره ارائه نماید در غیر این صورت متقاضی میتواند به مرجع قضایی مراجعه و گواهی عدم تقدیم دادخواست را دریافت و به اداره ثبت تسلیم نماید عملیات ثبتی با رعایت مقررات ادامه خواهد یافت. xyxy=(489,1134,716,1290)
notice-signer: رضاده مرده- رئیس ثبت اسناد و املاک زابل xyxy=(318,669,478,679)
separator xyxy=(13,1233,241,1234)
notice-number: ۱۳۲ xyxy=(920,1131,933,1141)
notice: آگهی تحدید حدود اختصاصی چون تحدید حدود ششدانگ یک قطعه زمین مزروعی به مساحت مترمربع از پلاک فرعی از ۱- اصلی واقع در بخش دو سیستان شهرستان نیمروز ارائه از عکس ماحصر خواند نتیجه در لت شده به حسب درخواست مالک قانونی در اجرای ماده ۱۳ آیین نامه قانون ثبت و با عنایت به ماده ۱۵ قانون ثبت در موعد مقرر به عمل نیامده است لذا برحسب تقاضای کتبی نامبرده تحدید حدود در روز ساعت صبح شروع و به عمل خواهد آمد. بدینوسیله به اطلاع مجاورین و صاحبان املاک مجاور و کلیه اشخاص ذینفع میرساند در محل حاضر شوند. اعتراضات مجاورین و صاحبان املاک مجاور وفق ماده ۲۰ قانون ثبت از تاریخ تنظیم صورتمجلس تحدیدی تا مدت سی روز پذیرفته خواهد شد و معترض میبایست طبق ماده ۸۶ آیین نامه قانون ثبت ظرف مدت یک ماه از تاریخ تسلیم اعتراض به اداره ثبت دادخواست خود را به مرجع ذیصلاح قضایی تقدیم و گواهی آن را به این اداره ارائه نماید در غیر این صورت متقاضی میتواند به مرجع قضایی مراجعه و گواهی عدم تقدیم دادخواست را دریافت و به اداره ثبت تسلیم نماید عملیات ثبتی با رعایت مقررات ادامه خواهد یافت. تاریخ انتشار: ۱۴۰۴/۰۳/۱۰ م الف ۱۴۴ رضاده مرده- رئیس ثبت اسناد و املاک زابل xyxy=(251,1107,479,1306)
notice-title: آگهی تحدید حدود اختصاصی xyxy=(541,1540,664,1551)
notice: آگهی تحدید حدود اختصاصی چون تحدید حدود ششدانگ یک قطعه زمین مزروعی به مساحت مترمربع از پلاک فرعی از ۱- اصلی واقع در بخش دو سیستان شهرستان نیمروز ارائه از عکس ماحصر خواند نتیجه در لت شده به حسب درخواست مالک قانونی در اجرای ماده ۱۳ آیین نامه قانون ثبت و با عنایت به ماده ۱۵ قانون ثبت در موعد مقرر به عمل نیامده است لذا برحسب تقاضای کتبی نامبرده تحدید حدود در روز ساعت صبح شروع و به عمل خواهد آمد. بدینوسیله به اطلاع مجاورین و صاحبان املاک مجاور و کلیه اشخاص ذینفع میرساند در محل حاضر شوند. اعتراضات مجاورین و صاحبان املاک مجاور وفق ماده ۲۰ قانون ثبت از تاریخ تنظیم صورتمجلس تحدیدی تا مدت سی روز پذیرفته خواهد شد و معترض میبایست طبق ماده ۸۶ آیین نامه قانون ثبت ظرف مدت یک ماه از تاریخ تسلیم اعتراض به اداره ثبت دادخواست خود را به مرجع ذیصلاح قضایی تقدیم و گواهی آن را به این اداره ارائه نماید در غیر این صورت متقاضی میتواند به مرجع قضایی مراجعه و گواهی عدم تقدیم دادخواست را دریافت و به اداره ثبت تسلیم نماید عملیات ثبتی با رعایت مقررات ادامه خواهد یافت. تاریخ انتشار: ۱۴۰۴/۰۳/۱۰ م الف ۱۳۴ اردشیر محمودی رئیس ثبت اسناد و املاک شهرستان ایرانشهر xyxy=(726,77,954,286)
bullet-square-icon xyxy=(900,53,906,60)
notice-date: تاریخ انتشار: ۱۴۰۴/۰۳/۱۰ xyxy=(877,1121,953,1131)
notice: آگهی تحدید حدود اختصاصی چون تحدید حدود ششدانگ یک قطعه زمین مزروعی به مساحت مترمربع از پلاک فرعی از ۱- اصلی واقع در بخش دو سیستان شهرستان نیمروز ارائه از عکس ماحصر خواند نتیجه در لت شده به حسب درخواست مالک قانونی در اجرای ماده ۱۳ آیین نامه قانون ثبت و با عنایت به ماده ۱۵ قانون ثبت در موعد مقرر به عمل نیامده است لذا برحسب تقاضای کتبی نامبرده تحدید حدود در روز ساعت صبح شروع و به عمل خواهد آمد. بدینوسیله به اطلاع مجاورین و صاحبان املاک مجاور و کلیه اشخاص ذینفع میرساند در محل حاضر شوند. اعتراضات مجاورین و صاحبان املاک مجاور وفق ماده ۲۰ قانون ثبت از تاریخ تنظیم صورتمجلس تحدیدی تا مدت سی روز پذیرفته خواهد شد و معترض میبایست طبق ماده ۸۶ آیین نامه قانون ثبت ظرف مدت یک ماه از تاریخ تسلیم اعتراض به اداره ثبت دادخواست خود را به مرجع ذیصلاح قضایی تقدیم و گواهی آن را به این اداره ارائه نماید در غیر این صورت متقاضی میتواند به مرجع قضایی مراجعه و گواهی عدم تقدیم دادخواست را دریافت و به اداره ثبت تسلیم نماید عملیات ثبتی با رعایت مقررات ادامه خواهد یافت. تاریخ انتشار: ۱۴۰۴/۰۳/۱۰ م الف ۱۶۰ رضاده مرده- رئیس ثبت اسناد و املاک زابل xyxy=(489,495,716,694)
page-header xyxy=(0,0,966,72)
notice-number: ۱۶۰ xyxy=(683,673,695,683)
notice-date: تاریخ انتشار: ۱۴۰۴/۰۳/۱۰ xyxy=(402,439,478,449)
notice-signer: ابوذر شه بخش- رئیس ثبت اسناد و املاک شهرستان زهک xyxy=(28,1019,241,1029)
notice-signer: رضاده مرده- رئیس ثبت اسناد و املاک زابل xyxy=(318,460,478,470)
date-hijri-gregorian: ۴ ذی الحجه ۱۴۴۶ | ۳۱ می ۲۰۲۵ xyxy=(757,40,896,71)
column-3 xyxy=(246,74,484,1432)
notice-number: ۱۵۰ xyxy=(683,1509,695,1519)
notice-title: تحدید حدود اختصاصی xyxy=(79,296,175,307)
separator xyxy=(727,291,954,292)
notice-number: ۱۴۹ xyxy=(445,240,458,250)
notice-signer: رضاده مرده- رئیس ثبت اسناد و املاک زابل xyxy=(555,1311,716,1321)
notice-signer: مجید حسینی xyxy=(905,1278,953,1288)
notice-date: تاریخ انتشار: ۱۴۰۴/۰۳/۱۰ xyxy=(640,454,716,464)
notice-date: تاریخ انتشار: ۱۴۰۴/۰۳/۱۰ xyxy=(877,245,953,255)
notice-signer-role: رئیس ثبت اسناد و املاک شهرستان ایرانشهر xyxy=(786,933,953,943)
notice-signer: اردشیر محمودی xyxy=(180,704,241,714)
notice-signer: رضاده مرده- رئیس ثبت اسناد و املاک زابل xyxy=(318,1296,478,1306)
notice: آگهی تحدید حدود اختصاصی چون تحدید حدود ششدانگ یک قطعه زمین مزروعی به مساحت مترمربع از پلاک فرعی از ۱- اصلی واقع در بخش دو سیستان شهرستان نیمروز ارائه از عکس ماحصر خواند نتیجه در لت شده به حسب درخواست مالک قانونی در اجرای ماده ۱۳ آیین نامه قانون ثبت و با عنایت به ماده ۱۵ قانون ثبت در موعد مقرر به عمل نیامده است لذا برحسب تقاضای کتبی نامبرده تحدید حدود در روز ساعت صبح شروع و به عمل خواهد آمد. بدینوسیله به اطلاع مجاورین و صاحبان املاک مجاور و کلیه اشخاص ذینفع میرساند در محل حاضر شوند. اعتراضات مجاورین و صاحبان املاک مجاور وفق ماده ۲۰ قانون ثبت از تاریخ تنظیم صورتمجلس تحدیدی تا مدت سی روز پذیرفته خواهد شد و معترض میبایست طبق ماده ۸۶ آیین نامه قانون ثبت ظرف مدت یک ماه از تاریخ تسلیم اعتراض به اداره ثبت دادخواست خود را به مرجع ذیصلاح قضایی تقدیم و گواهی آن را به این اداره ارائه نماید در غیر این صورت متقاضی میتواند به مرجع قضایی مراجعه و گواهی عدم تقدیم دادخواست را دریافت و به اداره ثبت تسلیم نماید عملیات ثبتی با رعایت مقررات ادامه خواهد یافت. م الف ۱۴۹ رضاده مرده- رئیس ثبت اسناد و املاک زابل xyxy=(489,1540,716,1729)
notice-body: چون تحدید حدود ششدانگ یک قطعه زمین مزروعی به مساحت مترمربع از پلاک فرعی از ۱- اصلی واقع در بخش دو سیستان شهرستان نیمروز ارائه از عکس ماحصر خواند نتیجه در لت شده به حسب درخواست مالک قانونی در اجرای ماده ۱۳ آیین نامه قانون ثبت و با عنایت به ماده ۱۵ قانون ثبت در موعد مقرر به عمل نیامده است لذا برحسب تقاضای کتبی نامبرده تحدید حدود در روز ساعت صبح شروع و به عمل خواهد آمد. بدینوسیله به اطلاع مجاورین و صاحبان املاک مجاور و کلیه اشخاص ذینفع میرساند در محل حاضر شوند. اعتراضات مجاورین و صاحبان املاک مجاور وفق ماده ۲۰ قانون ثبت از تاریخ تنظیم صورتمجلس تحدیدی تا مدت سی روز پذیرفته خواهد شد و معترض میبایست طبق ماده ۸۶ آیین نامه قانون ثبت ظرف مدت یک ماه از تاریخ تسلیم اعتراض به اداره ثبت دادخواست خود را به مرجع ذیصلاح قضایی تقدیم و گواهی آن را به این اداره ارائه نماید در غیر این صورت متقاضی میتواند به مرجع قضایی مراجعه و گواهی عدم تقدیم دادخواست را دریافت و به اداره ثبت تسلیم نماید عملیات ثبتی با رعایت مقررات ادامه خواهد یافت. xyxy=(251,1119,479,1275)
notice-title: آگهی تحدید حدود اختصاصی xyxy=(541,286,664,297)
issue-year: سال چهلم xyxy=(35,9,97,23)
separator xyxy=(727,948,954,949)
notice-date: تاریخ انتشار: ۱۴۰۴/۰۳/۱۰ xyxy=(877,1257,953,1267)
notice-date: تاریخ انتشار: ۱۴۰۴/۰۳/۱۰ xyxy=(165,245,241,255)
notice-date: تاریخ انتشار: ۱۴۰۴/۰۳/۱۰ xyxy=(402,1389,478,1399)
newspaper-logo: رسالت xyxy=(339,11,469,63)
separator xyxy=(252,475,479,476)
notice: چون تحدید حدود ششدانگ یک قطعه زمین مزروعی به مساحت مترمربع از پلاک فرعی از ۱- اصلی واقع در بخش دو سیستان شهرستان نیمروز ارائه از عکس ماحصر خواند نتیجه در لت شده به حسب درخواست مالک قانونی در اجرای ماده ۱۳ آیین نامه قانون ثبت و با عنایت به ماده ۱۵ قانون ثبت در موعد مقرر به عمل نیامده است لذا برحسب تقاضای کتبی نامبرده تحدید حدود در روز ساعت صبح شروع و به عمل خواهد آمد. بدینوسیله به اطلاع مجاورین و صاحبان املاک مجاور و کلیه اشخاص ذینفع میرساند در محل حاضر شوند. اعتراضات مجاورین و صاحبان املاک مجاور وفق ماده ۲۰ قانون ثبت از تاریخ تنظیم صورتمجلس تحدیدی تا مدت سی روز پذیرفته خواهد شد و معترض میبایست طبق ماده ۸۶ آیین نامه قانون ثبت ظرف مدت یک ماه از تاریخ تسلیم اعتراض به اداره ثبت دادخواست خود را به مرجع ذیصلاح قضایی تقدیم و گواهی آن را به این اداره ارائه نماید در غیر این صورت متقاضی میتواند به مرجع قضایی مراجعه و گواهی عدم تقدیم دادخواست را دریافت و به اداره ثبت تسلیم نماید عملیات ثبتی با رعایت مقررات ادامه خواهد یافت. تاریخ انتشار: ۱۴۰۴/۰۳/۱۰ م الف ۱۴۹ رضاده مرده- رئیس ثبت اسناد و املاک زابل xyxy=(251,74,479,261)
notice: آگهی تحدید حدود اختصاصی چون تحدید حدود ششدانگ یک قطعه زمین مزروعی به مساحت مترمربع از پلاک فرعی از ۱- اصلی واقع در بخش دو سیستان شهرستان نیمروز ارائه از عکس ماحصر خواند نتیجه در لت شده به حسب درخواست مالک قانونی در اجرای ماده ۱۳ آیین نامه قانون ثبت و با عنایت به ماده ۱۵ قانون ثبت در موعد مقرر به عمل نیامده است لذا برحسب تقاضای کتبی نامبرده تحدید حدود در روز ساعت صبح شروع و به عمل خواهد آمد. بدینوسیله به اطلاع مجاورین و صاحبان املاک مجاور و کلیه اشخاص ذینفع میرساند در محل حاضر شوند. اعتراضات مجاورین و صاحبان املاک مجاور وفق ماده ۲۰ قانون ثبت از تاریخ تنظیم صورتمجلس تحدیدی تا مدت سی روز پذیرفته خواهد شد و معترض میبایست طبق ماده ۸۶ آیین نامه قانون ثبت ظرف مدت یک ماه از تاریخ تسلیم اعتراض به اداره ثبت دادخواست خود را به مرجع ذیصلاح قضایی تقدیم و گواهی آن را به این اداره ارائه نماید در غیر این صورت متقاضی میتواند به مرجع قضایی مراجعه و گواهی عدم تقدیم دادخواست را دریافت و به اداره ثبت تسلیم نماید عملیات ثبتی با رعایت مقررات ادامه خواهد یافت. تاریخ انتشار: ۱۴۰۴/۰۳/۱۰ م الف ۱۴۷ رضاده مرده- رئیس ثبت اسناد و املاک زابل xyxy=(251,480,479,679)
notice-signer: افشار- سرپرست ثبت بهبهان xyxy=(132,913,241,923)
notice-number: ۱۴۰ xyxy=(920,912,933,922)
notice-number: ۱۴۱/۱۴۰۴ xyxy=(190,474,220,484)
notice-signer: رضاده مرده- رئیس ثبت اسناد و املاک زابل xyxy=(318,251,478,261)
notice-date: تاریخ انتشار: ۱۴۰۴/۰۳/۱۰ xyxy=(640,245,716,255)
notice: آگهی تحدید حدود اختصاصی چون تحدید حدود ششدانگ یک قطعه زمین مزروعی به مساحت مترمربع از پلاک فرعی از ۱- اصلی واقع در بخش دو سیستان شهرستان نیمروز ارائه از عکس ماحصر خواند نتیجه در لت شده به حسب درخواست مالک قانونی در اجرای ماده ۱۳ آیین نامه قانون ثبت و با عنایت به ماده ۱۵ قانون ثبت در موعد مقرر به عمل نیامده است لذا برحسب تقاضای کتبی نامبرده تحدید حدود در روز ساعت صبح شروع و به عمل خواهد آمد. بدینوسیله به اطلاع مجاورین و صاحبان املاک مجاور و کلیه اشخاص ذینفع میرساند در محل حاضر شوند. اعتراضات مجاورین و صاحبان املاک مجاور وفق ماده ۲۰ قانون ثبت از تاریخ تنظیم صورتمجلس تحدیدی تا مدت سی روز پذیرفته خواهد شد و معترض میبایست طبق ماده ۸۶ آیین نامه قانون ثبت ظرف مدت یک ماه از تاریخ تسلیم اعتراض به اداره ثبت دادخواست خود را به مرجع ذیصلاح قضایی تقدیم و گواهی آن را به این اداره ارائه نماید در غیر این صورت متقاضی میتواند به مرجع قضایی مراجعه و گواهی عدم تقدیم دادخواست را دریافت و به اداره ثبت تسلیم نماید عملیات ثبتی با رعایت مقررات ادامه خواهد یافت. تاریخ انتشار: ۱۴۰۴/۰۳/۱۰ م الف ۱۵۵ رضاده مرده- رئیس ثبت اسناد و املاک زابل xyxy=(726,1298,954,1497)
notice-signer: رضاده مرده- رئیس ثبت اسناد و املاک زابل xyxy=(555,266,716,276)
notice-date: تاریخ انتشار: ۱۴۰۴/۰۳/۱۰ xyxy=(402,1275,478,1285)
notice-body: چون تحدید حدود ششدانگ یک قطعه زمین مزروعی به مساحت مترمربع از پلاک فرعی از ۱- اصلی واقع در بخش دو سیستان شهرستان نیمروز ارائه از عکس ماحصر خواند نتیجه در لت شده به حسب درخواست مالک قانونی در اجرای ماده ۱۳ آیین نامه قانون ثبت و با عنایت به ماده ۱۵ قانون ثبت در موعد مقرر به عمل نیامده است لذا برحسب تقاضای کتبی نامبرده تحدید حدود در روز ساعت صبح شروع و به عمل خواهد آمد. بدینوسیله به اطلاع مجاورین و صاحبان املاک مجاور و کلیه اشخاص ذینفع میرساند در محل حاضر شوند. اعتراضات مجاورین و صاحبان املاک مجاور وفق ماده ۲۰ قانون ثبت از تاریخ تنظیم صورتمجلس تحدیدی تا مدت سی روز پذیرفته خواهد شد و معترض میبایست طبق ماده ۸۶ آیین نامه قانون ثبت ظرف مدت یک ماه از تاریخ تسلیم اعتراض به اداره ثبت دادخواست خود را به مرجع ذیصلاح قضایی تقدیم و گواهی آن را به این اداره ارائه نماید در غیر این صورت متقاضی میتواند به مرجع قضایی مراجعه و گواهی عدم تقدیم دادخواست را دریافت و به اداره ثبت تسلیم نماید عملیات ثبتی با رعایت مقررات ادامه خواهد یافت. xyxy=(726,527,954,682)
notice-body: چون تحدید حدود ششدانگ یک قطعه زمین مزروعی به مساحت مترمربع از پلاک فرعی از ۱- اصلی واقع در بخش دو سیستان شهرستان نیمروز ارائه از عکس ماحصر خواند نتیجه در لت شده به حسب درخواست مالک قانونی در اجرای ماده ۱۳ آیین نامه قانون ثبت و با عنایت به ماده ۱۵ قانون ثبت در موعد مقرر به عمل نیامده است لذا برحسب تقاضای کتبی نامبرده تحدید حدود در روز ساعت صبح شروع و به عمل خواهد آمد. بدینوسیله به اطلاع مجاورین و صاحبان املاک مجاور و کلیه اشخاص ذینفع میرساند در محل حاضر شوند. اعتراضات مجاورین و صاحبان املاک مجاور وفق ماده ۲۰ قانون ثبت از تاریخ تنظیم صورتمجلس تحدیدی تا مدت سی روز پذیرفته خواهد شد و معترض میبایست طبق ماده ۸۶ آیین نامه قانون ثبت ظرف مدت یک ماه از تاریخ تسلیم اعتراض به اداره ثبت دادخواست خود را به مرجع ذیصلاح قضایی تقدیم و گواهی آن را به این اداره ارائه نماید در غیر این صورت متقاضی میتواند به مرجع قضایی مراجعه و گواهی عدم تقدیم دادخواست را دریافت و به اداره ثبت تسلیم نماید عملیات ثبتی با رعایت مقررات ادامه خواهد یافت. xyxy=(489,925,716,1081)
notice-number: ۱۴۲/۱۴۰۴ xyxy=(190,255,220,265)
separator xyxy=(489,1536,716,1537)
notice-body: چون تحدید حدود ششدانگ یک قطعه زمین مزروعی به مساحت مترمربع از پلاک فرعی از ۱- اصلی واقع در بخش دو سیستان شهرستان نیمروز ارائه از عکس ماحصر خواند نتیجه در لت شده به حسب درخواست مالک قانونی در اجرای ماده ۱۳ آیین نامه قانون ثبت و با عنایت به ماده ۱۵ قانون ثبت در موعد مقرر به عمل نیامده است لذا برحسب تقاضای کتبی نامبرده تحدید حدود در روز ساعت صبح شروع و به عمل خواهد آمد. بدینوسیله به اطلاع مجاورین و صاحبان املاک مجاور و کلیه اشخاص ذینفع میرساند در محل حاضر شوند. اعتراضات مجاورین و صاحبان املاک مجاور وفق ماده ۲۰ قانون ثبت از تاریخ تنظیم صورتمجلس تحدیدی تا مدت سی روز پذیرفته خواهد شد و معترض میبایست طبق ماده ۸۶ آیین نامه قانون ثبت ظرف مدت یک ماه از تاریخ تسلیم اعتراض به اداره ثبت دادخواست خود را به مرجع ذیصلاح قضایی تقدیم و گواهی آن را به این اداره ارائه نماید در غیر این صورت متقاضی میتواند به مرجع قضایی مراجعه و گواهی عدم تقدیم دادخواست را دریافت و به اداره ثبت تسلیم نماید عملیات ثبتی با رعایت مقررات ادامه خواهد یافت. xyxy=(251,910,479,1066)
notice-number: ۵/۱۷۷ xyxy=(439,1399,458,1409)
notice: آگهی تحدید حدود اختصاصی چون تحدید حدود ششدانگ یک قطعه زمین مزروعی به مساحت مترمربع از پلاک فرعی از ۱- اصلی واقع در بخش دو سیستان شهرستان نیمروز ارائه از عکس ماحصر خواند نتیجه در لت شده به حسب درخواست مالک قانونی در اجرای ماده ۱۳ آیین نامه قانون ثبت و با عنایت به ماده ۱۵ قانون ثبت در موعد مقرر به عمل نیامده است لذا برحسب تقاضای کتبی نامبرده تحدید حدود در روز ساعت صبح شروع و به عمل خواهد آمد. بدینوسیله به اطلاع مجاورین و صاحبان املاک مجاور و کلیه اشخاص ذینفع میرساند در محل حاضر شوند. اعتراضات مجاورین و صاحبان املاک مجاور وفق ماده ۲۰ قانون ثبت از تاریخ تنظیم صورتمجلس تحدیدی تا مدت سی روز پذیرفته خواهد شد و معترض میبایست طبق ماده ۸۶ آیین نامه قانون ثبت ظرف مدت یک ماه از تاریخ تسلیم اعتراض به اداره ثبت دادخواست خود را به مرجع ذیصلاح قضایی تقدیم و گواهی آن را به این اداره ارائه نماید در غیر این صورت متقاضی میتواند به مرجع قضایی مراجعه و گواهی عدم تقدیم دادخواست را دریافت و به اداره ثبت تسلیم نماید عملیات ثبتی با رعایت مقررات ادامه خواهد یافت. تاریخ انتشار: ۱۴۰۴/۰۳/۱۰ م الف ۱۴۶ رضاده مرده- رئیس ثبت اسناد و املاک زابل xyxy=(251,689,479,888)
notice-title: آگهی تحدید حدود اختصاصی xyxy=(541,913,664,924)
notice-title: تحدید حدود اختصاصی xyxy=(792,734,888,745)
separator xyxy=(489,1327,716,1328)
notice-signer: اردشیر محمودی xyxy=(893,704,953,714)
notice-date: تاریخ انتشار: ۱۴۰۴/۰۳/۱۰ xyxy=(877,683,953,693)
notice: آگهی تحدید حدود اختصاصی چون تحدید حدود ششدانگ یک قطعه زمین مزروعی به مساحت مترمربع از پلاک فرعی از ۱- اصلی واقع در بخش دو سیستان شهرستان نیمروز ارائه از عکس ماحصر خواند نتیجه در لت شده به حسب درخواست مالک قانونی در اجرای ماده ۱۳ آیین نامه قانون ثبت و با عنایت به ماده ۱۵ قانون ثبت در موعد مقرر به عمل نیامده است لذا برحسب تقاضای کتبی نامبرده تحدید حدود در روز ساعت صبح شروع و به عمل خواهد آمد. بدینوسیله به اطلاع مجاورین و صاحبان املاک مجاور و کلیه اشخاص ذینفع میرساند در محل حاضر شوند. اعتراضات مجاورین و صاحبان املاک مجاور وفق ماده ۲۰ قانون ثبت از تاریخ تنظیم صورتمجلس تحدیدی تا مدت سی روز پذیرفته خواهد شد و معترض میبایست طبق ماده ۸۶ آیین نامه قانون ثبت ظرف مدت یک ماه از تاریخ تسلیم اعتراض به اداره ثبت دادخواست خود را به مرجع ذیصلاح قضایی تقدیم و گواهی آن را به این اداره ارائه نماید در غیر این صورت متقاضی میتواند به مرجع قضایی مراجعه و گواهی عدم تقدیم دادخواست را دریافت و به اداره ثبت تسلیم نماید عملیات ثبتی با رعایت مقررات ادامه خواهد یافت. تاریخ انتشار: ۱۴۰۴/۰۳/۱۰ م الف ۱۵۴ رضاده مرده- رئیس ثبت اسناد و املاک زابل xyxy=(489,77,716,276)
notice-signer: رضاده مرده- رئیس ثبت اسناد و املاک زابل xyxy=(318,878,478,888)
notice-body: چون تحدید حدود ششدانگ یک قطعه زمین مزروعی به مساحت مترمربع از پلاک فرعی از ۱- اصلی واقع در بخش دو سیستان شهرستان نیمروز ارائه از عکس ماحصر خواند نتیجه در لت شده به حسب درخواست مالک قانونی در اجرای ماده ۱۳ آیین نامه قانون ثبت و با عنایت به ماده ۱۵ قانون ثبت در موعد مقرر به عمل نیامده است لذا برحسب تقاضای کتبی نامبرده تحدید حدود در روز ساعت صبح شروع و به عمل خواهد آمد. بدینوسیله به اطلاع مجاورین و صاحبان املاک مجاور و کلیه اشخاص ذینفع میرساند در محل حاضر شوند. اعتراضات مجاورین و صاحبان املاک مجاور وفق ماده ۲۰ قانون ثبت از تاریخ تنظیم صورتمجلس تحدیدی تا مدت سی روز پذیرفته خواهد شد و معترض میبایست طبق ماده ۸۶ آیین نامه قانون ثبت ظرف مدت یک ماه از تاریخ تسلیم اعتراض به اداره ثبت دادخواست خود را به مرجع ذیصلاح قضایی تقدیم و گواهی آن را به این اداره ارائه نماید در غیر این صورت متقاضی میتواند به مرجع قضایی مراجعه و گواهی عدم تقدیم دادخواست را دریافت و به اداره ثبت تسلیم نماید عملیات ثبتی با رعایت مقررات ادامه خواهد یافت. xyxy=(13,89,241,244)
notice-number: ۱۴۴ xyxy=(445,1285,458,1295)
notice-date: تاریخ انتشار: ۱۴۰۴/۰۳/۱۰ xyxy=(402,1066,478,1076)
header-bar xyxy=(8,5,958,71)
notice-body: چون تحدید حدود ششدانگ یک قطعه زمین مزروعی به مساحت مترمربع از پلاک فرعی از ۱- اصلی واقع در بخش دو سیستان شهرستان نیمروز ارائه از عکس ماحصر خواند نتیجه در لت شده به حسب درخواست مالک قانونی در اجرای ماده ۱۳ آیین نامه قانون ثبت و با عنایت به ماده ۱۵ قانون ثبت در موعد مقرر به عمل نیامده است لذا برحسب تقاضای کتبی نامبرده تحدید حدود در روز ساعت صبح شروع و به عمل خواهد آمد. بدینوسیله به اطلاع مجاورین و صاحبان املاک مجاور و کلیه اشخاص ذینفع میرساند در محل حاضر شوند. اعتراضات مجاورین و صاحبان املاک مجاور وفق ماده ۲۰ قانون ثبت از تاریخ تنظیم صورتمجلس تحدیدی تا مدت سی روز پذیرفته خواهد شد و معترض میبایست طبق ماده ۸۶ آیین نامه قانون ثبت ظرف مدت یک ماه از تاریخ تسلیم اعتراض به اداره ثبت دادخواست خود را به مرجع ذیصلاح قضایی تقدیم و گواهی آن را به این اداره ارائه نماید در غیر این صورت متقاضی میتواند به مرجع قضایی مراجعه و گواهی عدم تقدیم دادخواست را دریافت و به اداره ثبت تسلیم نماید عملیات ثبتی با رعایت مقررات ادامه خواهد یافت. xyxy=(251,492,479,647)
notice-article-3 xyxy=(13,1039,241,1227)
section-title: آگهی xyxy=(514,12,744,62)
notice-title: آگهی تحدید حدود اختصاصی xyxy=(303,271,426,282)
notice-date: تاریخ انتشار: ۱۴۰۴/۰۳/۱۰ xyxy=(640,1081,716,1091)
separator xyxy=(489,699,716,700)
notice-signer: بهادری- رئیس اداره ثبت اسناد و املاک دزفول xyxy=(69,1218,241,1228)
lost-weapon-license-note: مجوز حمل سلاح شکاری ساچمه زنی مدل کوسه تک لول کالیبر ۱۲ به شماره سلاح EO۰۴۰۷۱ ساخت شوروی به نام محمدعلی میرالهی فرزند حسین به شماره ملی ۳۶۷۳۹۶۴۱۳۸ مربوط به نیروی انتظامی سیستان و بلوچستان مفقود گردیده و از درجه اعتبار ساقط است. xyxy=(13,1243,241,1346)
notice-number: ۴۵ xyxy=(924,1267,933,1277)
notice-body: چون تحدید حدود ششدانگ یک قطعه زمین مزروعی به مساحت مترمربع از پلاک فرعی از ۱- اصلی واقع در بخش دو سیستان شهرستان نیمروز ارائه از عکس ماحصر خواند نتیجه در لت شده به حسب درخواست مالک قانونی در اجرای ماده ۱۳ آیین نامه قانون ثبت و با عنایت به ماده ۱۵ قانون ثبت در موعد مقرر به عمل نیامده است لذا برحسب تقاضای کتبی نامبرده تحدید حدود در روز ساعت صبح شروع و به عمل خواهد آمد. بدینوسیله به اطلاع مجاورین و صاحبان املاک مجاور و کلیه اشخاص ذینفع میرساند در محل حاضر شوند. اعتراضات مجاورین و صاحبان املاک مجاور وفق ماده ۲۰ قانون ثبت از تاریخ تنظیم صورتمجلس تحدیدی تا مدت سی روز پذیرفته خواهد شد و معترض میبایست طبق ماده ۸۶ آیین نامه قانون ثبت ظرف مدت یک ماه از تاریخ تسلیم اعتراض به اداره ثبت دادخواست خود را به مرجع ذیصلاح قضایی تقدیم و گواهی آن را به این اداره ارائه نماید در غیر این صورت متقاضی میتواند به مرجع قضایی مراجعه و گواهی عدم تقدیم دادخواست را دریافت و به اداره ثبت تسلیم نماید عملیات ثبتی با رعایت مقررات ادامه خواهد یافت. xyxy=(726,965,954,1121)
notice-date: تاریخ انتشار: ۱۴۰۴/۰۳/۱۰ xyxy=(165,683,241,693)
bullet-square-icon xyxy=(899,26,906,33)
separator xyxy=(489,1117,716,1118)
notice-number: ۱۴۷ xyxy=(445,658,458,668)
notice-body: آقای فرهاد حیدری فرزند حسین نسبت به ششدانگ یک باب ساختمان به پلاک ۱۴۰/۴۲۰۲ واقع در ایرانشهر ثبت و سند آن صادر و تسلیم گردیده است طبق اعلام کتبی مالک سند مالکیت مذکور به علت جابجایی مفقود گردیده است لذا مراتب طبق ماده ۱۲۰ آیین نامه قانون ثبت آگهی میشود چنانچه کسی مدعی انجام معامله نسبت به آن بوده و یا سند مالکیت نزد خود میباشد ظرف مدت ده روز پس از انتشار این آگهی اعتراض خود را به این اداره تسلیم نماید. xyxy=(13,945,241,1017)
notice-signer: رئیس ثبت اسناد و املاک شهرستان کوثر xyxy=(327,1410,478,1420)
notice-article-3 xyxy=(13,724,241,922)
notice-signer-role: رئیس ثبت اسناد و املاک شهرستان ایرانشهر xyxy=(786,1152,953,1162)
notice-signer: رضاده مرده- رئیس ثبت اسناد و املاک زابل xyxy=(555,1520,716,1530)
notice-signer: رضاده مرده- رئیس ثبت اسناد و املاک زابل xyxy=(555,893,716,903)
separator xyxy=(252,266,479,267)
notice-date: تاریخ انتشار: ۱۴۰۴/۰۳/۱۰ xyxy=(877,902,953,912)
column-4 xyxy=(8,74,246,1432)
notice-number: ۱۴۹ xyxy=(683,1708,695,1718)
separator xyxy=(13,291,241,292)
notice-signer-role: رئیس ثبت اسناد و املاک شهرستان ایرانشهر xyxy=(786,495,953,505)
notice-number: ۱۴۵ xyxy=(445,1076,458,1086)
notice-title: تحدید حدود اختصاصی xyxy=(792,953,888,964)
separator xyxy=(489,281,716,282)
notice: تحدید حدود اختصاصی چون تحدید حدود ششدانگ یک قطعه زمین مزروعی به مساحت مترمربع از پلاک فرعی از ۱- اصلی واقع در بخش دو سیستان شهرستان نیمروز ارائه از عکس ماحصر خواند نتیجه در لت شده به حسب درخواست مالک قانونی در اجرای ماده ۱۳ آیین نامه قانون ثبت و با عنایت به ماده ۱۵ قانون ثبت در موعد مقرر به عمل نیامده است لذا برحسب تقاضای کتبی نامبرده تحدید حدود در روز ساعت صبح شروع و به عمل خواهد آمد. بدینوسیله به اطلاع مجاورین و صاحبان املاک مجاور و کلیه اشخاص ذینفع میرساند در محل حاضر شوند. اعتراضات مجاورین و صاحبان املاک مجاور وفق ماده ۲۰ قانون ثبت از تاریخ تنظیم صورتمجلس تحدیدی تا مدت سی روز پذیرفته خواهد شد و معترض میبایست طبق ماده ۸۶ آیین نامه قانون ثبت ظرف مدت یک ماه از تاریخ تسلیم اعتراض به اداره ثبت دادخواست خود را به مرجع ذیصلاح قضایی تقدیم و گواهی آن را به این اداره ارائه نماید در غیر این صورت متقاضی میتواند به مرجع قضایی مراجعه و گواهی عدم تقدیم دادخواست را دریافت و به اداره ثبت تسلیم نماید عملیات ثبتی با رعایت مقررات ادامه خواهد یافت. تاریخ انتشار: ۱۴۰۴/۰۳/۱۰ م الف ۱۴۲/۱۴۰۴ اردشیر محمودی رئیس ثبت اسناد و املاک شهرستان ایرانشهر xyxy=(13,77,241,286)
notice-date: تاریخ انتشار: ۱۴۰۴/۰۳/۱۰ xyxy=(877,464,953,474)
notice-number: ۱۵۴ xyxy=(683,255,695,265)
notice-date: تاریخ انتشار: ۱۴۰۴/۰۳/۱۰ xyxy=(877,1466,953,1476)
notice-title: تحدید حدود اختصاصی xyxy=(792,296,888,307)
notice-signer: رضاده مرده- رئیس ثبت اسناد و املاک زابل xyxy=(555,684,716,694)
notice-body: چون تحدید حدود ششدانگ یک قطعه زمین مزروعی به مساحت مترمربع از پلاک فرعی از ۱- اصلی واقع در بخش دو سیستان شهرستان نیمروز ارائه از عکس ماحصر خواند نتیجه در لت شده به حسب درخواست مالک قانونی در اجرای ماده ۱۳ آیین نامه قانون ثبت و با عنایت به ماده ۱۵ قانون ثبت در موعد مقرر به عمل نیامده است لذا برحسب تقاضای کتبی نامبرده تحدید حدود در روز ساعت صبح شروع و به عمل خواهد آمد. بدینوسیله به اطلاع مجاورین و صاحبان املاک مجاور و کلیه اشخاص ذینفع میرساند در محل حاضر شوند. اعتراضات مجاورین و صاحبان املاک مجاور وفق ماده ۲۰ قانون ثبت از تاریخ تنظیم صورتمجلس تحدیدی تا مدت سی روز پذیرفته خواهد شد و معترض میبایست طبق ماده ۸۶ آیین نامه قانون ثبت ظرف مدت یک ماه از تاریخ تسلیم اعتراض به اداره ثبت دادخواست خود را به مرجع ذیصلاح قضایی تقدیم و گواهی آن را به این اداره ارائه نماید در غیر این صورت متقاضی میتواند به مرجع قضایی مراجعه و گواهی عدم تقدیم دادخواست را دریافت و به اداره ثبت تسلیم نماید عملیات ثبتی با رعایت مقررات ادامه خواهد یافت. xyxy=(13,308,241,463)
notice-title: آگهی فقدان سند مالکیت xyxy=(784,1172,895,1183)
separator xyxy=(252,893,479,894)
notice-body: چون تحدید حدود ششدانگ یک قطعه زمین مزروعی به مساحت مترمربع از پلاک فرعی از ۱- اصلی واقع در بخش دو سیستان شهرستان نیمروز ارائه از عکس ماحصر خواند نتیجه در لت شده به حسب درخواست مالک قانونی در اجرای ماده ۱۳ آیین نامه قانون ثبت و با عنایت به ماده ۱۵ قانون ثبت در موعد مقرر به عمل نیامده است لذا برحسب تقاضای کتبی نامبرده تحدید حدود در روز ساعت صبح شروع و به عمل خواهد آمد. بدینوسیله به اطلاع مجاورین و صاحبان املاک مجاور و کلیه اشخاص ذینفع میرساند در محل حاضر شوند. اعتراضات مجاورین و صاحبان املاک مجاور وفق ماده ۲۰ قانون ثبت از تاریخ تنظیم صورتمجلس تحدیدی تا مدت سی روز پذیرفته خواهد شد و معترض میبایست طبق ماده ۸۶ آیین نامه قانون ثبت ظرف مدت یک ماه از تاریخ تسلیم اعتراض به اداره ثبت دادخواست خود را به مرجع ذیصلاح قضایی تقدیم و گواهی آن را به این اداره ارائه نماید در غیر این صورت متقاضی میتواند به مرجع قضایی مراجعه و گواهی عدم تقدیم دادخواست را دریافت و به اداره ثبت تسلیم نماید عملیات ثبتی با رعایت مقررات ادامه خواهد یافت. xyxy=(13,756,241,911)
notice-number: ۱۳۴ xyxy=(920,255,933,265)
notice-body: چون تحدید حدود ششدانگ یک قطعه زمین مزروعی به مساحت مترمربع از پلاک فرعی از ۱- اصلی واقع در بخش دو سیستان شهرستان نیمروز ارائه از عکس ماحصر خواند نتیجه در لت شده به حسب درخواست مالک قانونی در اجرای ماده ۱۳ آیین نامه قانون ثبت و با عنایت به ماده ۱۵ قانون ثبت در موعد مقرر به عمل نیامده است لذا برحسب تقاضای کتبی نامبرده تحدید حدود در روز ساعت صبح شروع و به عمل خواهد آمد. بدینوسیله به اطلاع مجاورین و صاحبان املاک مجاور و کلیه اشخاص ذینفع میرساند در محل حاضر شوند. اعتراضات مجاورین و صاحبان املاک مجاور وفق ماده ۲۰ قانون ثبت از تاریخ تنظیم صورتمجلس تحدیدی تا مدت سی روز پذیرفته خواهد شد و معترض میبایست طبق ماده ۸۶ آیین نامه قانون ثبت ظرف مدت یک ماه از تاریخ تسلیم اعتراض به اداره ثبت دادخواست خود را به مرجع ذیصلاح قضایی تقدیم و گواهی آن را به این اداره ارائه نماید در غیر این صورت متقاضی میتواند به مرجع قضایی مراجعه و گواهی عدم تقدیم دادخواست را دریافت و به اداره ثبت تسلیم نماید عملیات ثبتی با رعایت مقررات ادامه خواهد یافت. xyxy=(251,701,479,856)
